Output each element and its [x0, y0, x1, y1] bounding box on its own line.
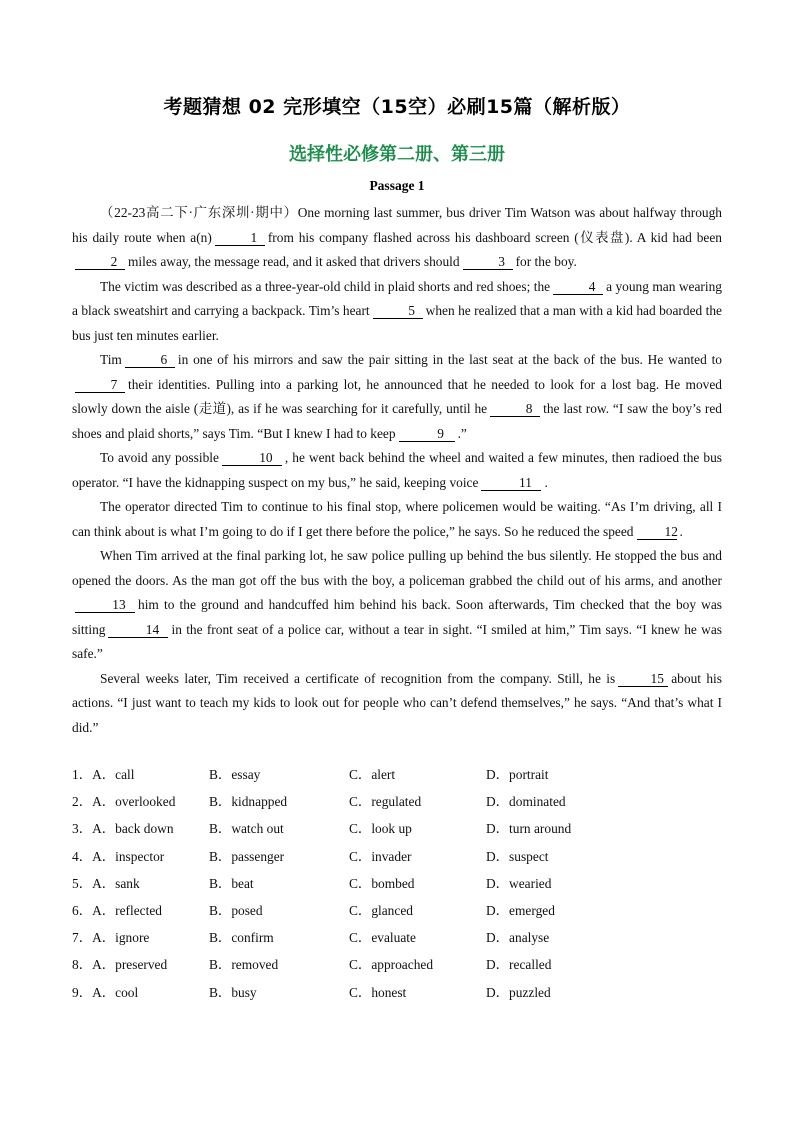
paragraph-text: One morning last summer, bus driver Tim Watson was about halfway through his daily route when a(n) [72, 205, 722, 245]
option-c: C．invader [349, 848, 412, 864]
option-a: 6．A．reflected [72, 902, 162, 918]
paragraph-text: for the boy. [515, 254, 577, 269]
option-row [72, 900, 722, 927]
paragraph-text: The operator directed Tim to continue to his final stop, where policemen would be waiting. “As I’m driving, all I can think about is what I’m going to do if I get there before the police,” he says. So he reduced the speed [72, 499, 722, 539]
option-row [72, 818, 722, 845]
option-d: D．turn around [486, 821, 572, 837]
option-row [72, 846, 722, 873]
page-title: 考题猜想 02 完形填空（15空）必刷15篇（解析版） [163, 96, 631, 118]
option-a: 7．A．ignore [72, 930, 150, 946]
option-b: B．removed [209, 957, 279, 973]
paragraph-6 [72, 544, 722, 667]
option-c: C．approached [349, 957, 434, 973]
option-b: B．busy [209, 984, 257, 1000]
blank-11: 11 [481, 475, 541, 491]
option-d: D．puzzled [486, 984, 551, 1000]
option-b: B．posed [209, 902, 263, 918]
paragraph-text: in one of his mirrors and saw the pair sitting in the last seat at the back of the bus. He wanted to [177, 352, 722, 367]
blank-12: 12 [637, 524, 677, 540]
paragraph-text: about his actions. “I just want to teach my kids to look out for people who can’t defend themselves,” he says. “And that’s what I did.” [72, 670, 722, 735]
option-row [72, 873, 722, 900]
option-a: 2．A．overlooked [72, 794, 176, 810]
option-a: 8．A．preserved [72, 957, 168, 973]
paragraph-text: the last row. “I saw the boy’s red shoes and plaid shorts,” says Tim. “But I knew I had to keep [72, 401, 722, 441]
paragraph-text: when he realized that a man with a kid had boarded the bus just ten minutes earlier. [72, 303, 722, 343]
paragraph-text: When Tim arrived at the final parking lot, he saw police pulling up behind the bus silently. He stopped the bus and opened the doors. As the man got off the bus with the boy, a policeman grabbed the child out of his arms, and another [72, 548, 722, 588]
blank-8: 8 [490, 401, 540, 417]
blank-1: 1 [215, 230, 265, 246]
passage-body [72, 201, 722, 740]
paragraph-text: The victim was described as a three-year-old child in plaid shorts and red shoes; the [100, 278, 551, 294]
paragraph-text: from his company flashed across his dashboard screen (仪表盘). A kid had been [267, 229, 722, 245]
option-b: B．confirm [209, 930, 274, 946]
paragraph-text: Tim [100, 352, 122, 367]
paragraph-text: . [679, 523, 683, 539]
option-row [72, 927, 722, 954]
page-subtitle: 选择性必修第二册、第三册 [289, 144, 505, 165]
option-d: D．portrait [486, 767, 549, 782]
paragraph-2 [72, 275, 722, 349]
paragraph-4 [72, 446, 722, 495]
option-row [72, 791, 722, 818]
option-c: C．alert [349, 767, 396, 782]
paragraph-5 [72, 495, 722, 544]
blank-7: 7 [75, 377, 125, 393]
option-c: C．evaluate [349, 930, 416, 946]
paragraph-1 [72, 201, 722, 275]
option-d: D．suspect [486, 848, 549, 864]
paragraph-text: . [544, 474, 548, 490]
option-d: D．analyse [486, 930, 550, 946]
paragraph-text: Several weeks later, Tim received a certificate of recognition from the company. Still, he is [100, 670, 616, 686]
paragraph-text: To avoid any possible [100, 450, 219, 465]
option-a: 3．A．back down [72, 821, 174, 837]
paragraph-text: .” [457, 425, 467, 441]
paragraph-7 [72, 667, 722, 741]
option-b: B．kidnapped [209, 794, 288, 810]
blank-10: 10 [222, 450, 282, 466]
paragraph-text: him to the ground and handcuffed him behind his back. Soon afterwards, Tim checked that the boy was sitting [72, 597, 722, 637]
option-c: C．glanced [349, 902, 413, 918]
option-d: D．emerged [486, 902, 555, 918]
blank-14: 14 [108, 622, 168, 638]
option-c: C．look up [349, 821, 412, 837]
source-note: （22-23高二下·广东深圳·期中） [100, 205, 298, 220]
blank-6: 6 [125, 352, 175, 368]
paragraph-3 [72, 348, 722, 446]
option-d: D．dominated [486, 794, 566, 810]
option-row [72, 954, 722, 981]
paragraph-text: in the front seat of a police car, without a tear in sight. “I smiled at him,” Tim says. “I knew he was safe.” [72, 621, 722, 661]
option-a: 1．A．call [72, 767, 135, 782]
option-b: B．watch out [209, 821, 284, 837]
paragraph-text: miles away, the message read, and it asked that drivers should [128, 254, 460, 269]
blank-3: 3 [463, 254, 513, 270]
option-c: C．bombed [349, 875, 415, 891]
options-list [72, 764, 722, 1009]
option-b: B．passenger [209, 848, 285, 864]
option-a: 9．A．cool [72, 984, 139, 1000]
option-row [72, 982, 722, 1009]
option-d: D．wearied [486, 875, 552, 891]
option-a: 4．A．inspector [72, 848, 165, 864]
option-b: B．beat [209, 875, 254, 891]
option-row [72, 764, 722, 791]
blank-4: 4 [553, 279, 603, 295]
option-c: C．honest [349, 984, 407, 1000]
blank-5: 5 [373, 303, 423, 319]
paragraph-text: , he went back behind the wheel and waited a few minutes, then radioed the bus operator. “I have the kidnapping suspect on my bus,” he said, keeping voice [72, 450, 722, 490]
paragraph-text: a young man wearing a black sweatshirt and carrying a backpack. Tim’s heart [72, 278, 722, 318]
blank-2: 2 [75, 254, 125, 270]
option-b: B．essay [209, 767, 261, 782]
option-c: C．regulated [349, 794, 422, 810]
blank-13: 13 [75, 597, 135, 613]
passage-label: Passage 1 [369, 178, 425, 193]
paragraph-text: their identities. Pulling into a parking lot, he announced that he needed to look for a lost bag. He moved slowly down the aisle (走道), as if he was searching for it carefully, until he [72, 376, 722, 416]
option-a: 5．A．sank [72, 875, 140, 891]
blank-15: 15 [618, 671, 668, 687]
blank-9: 9 [399, 426, 455, 442]
option-d: D．recalled [486, 957, 552, 973]
